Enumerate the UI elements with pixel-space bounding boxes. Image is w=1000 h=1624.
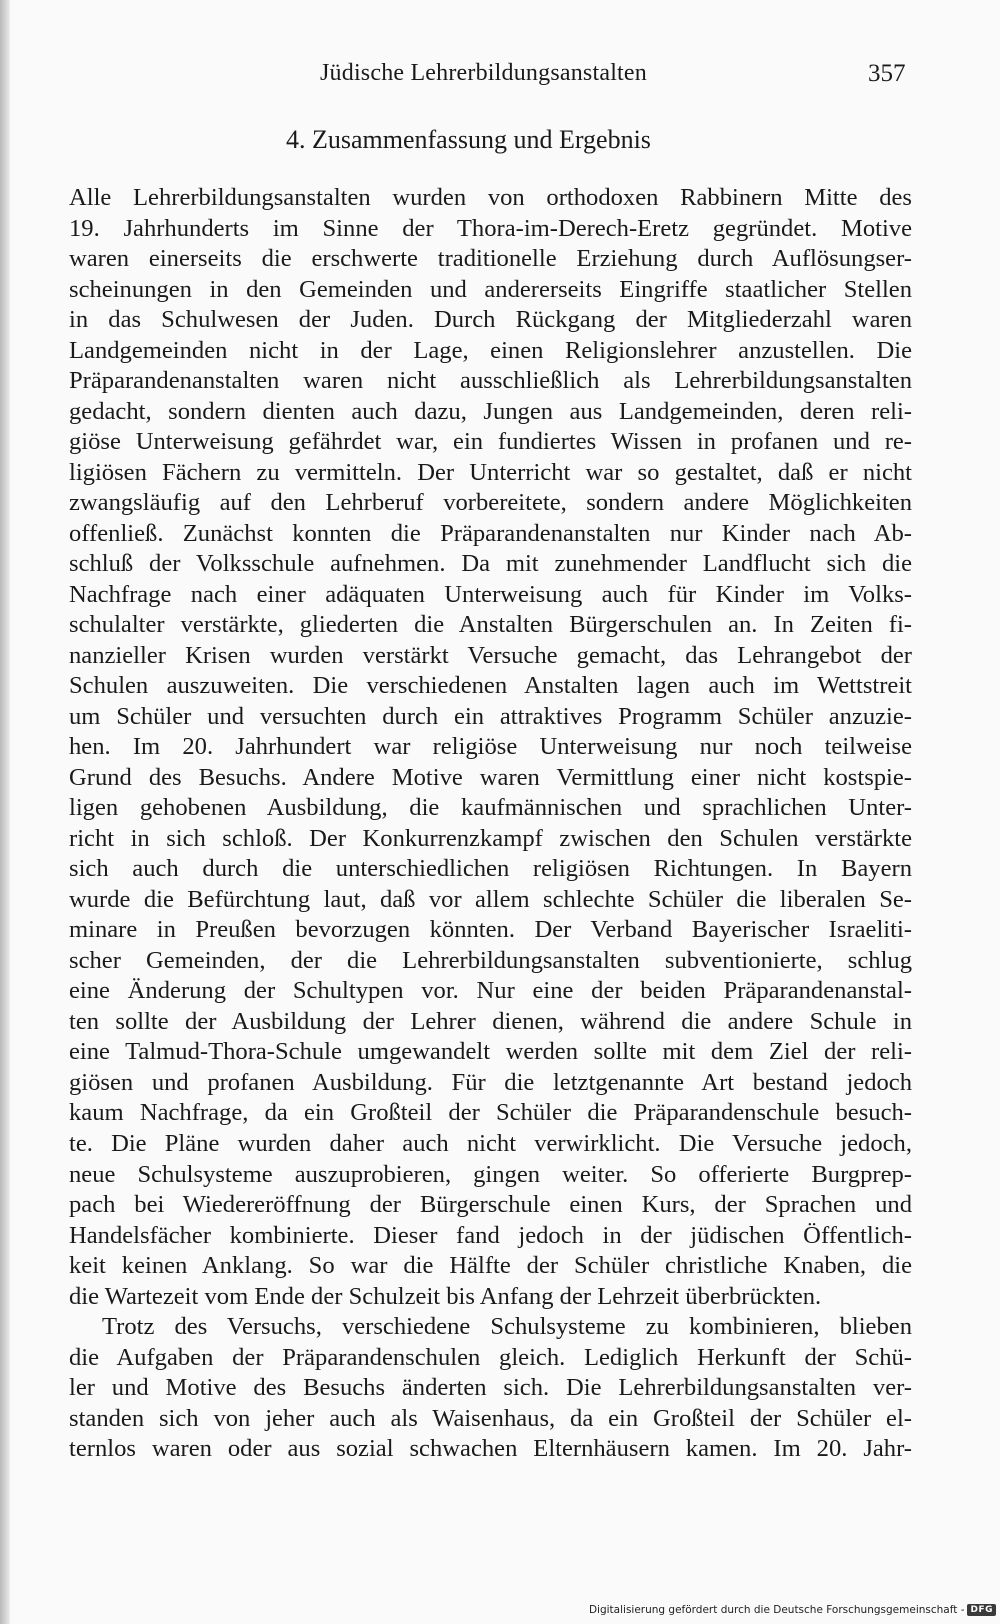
text-line: nanzieller Krisen wurden verstärkt Versuche gemacht, das Lehrangebot der	[69, 641, 912, 669]
text-line: Trotz des Versuchs, verschiedene Schulsysteme zu kombinieren, blieben	[102, 1313, 912, 1341]
footer-text: Digitalisierung gefördert durch die Deutsche Forschungsgemeinschaft -	[588, 1604, 965, 1616]
text-line: 19. Jahrhunderts im Sinne der Thora-im-Derech-Eretz gegründet. Motive	[69, 214, 912, 242]
text-line: Landgemeinden nicht in der Lage, einen Religionslehrer anzustellen. Die	[69, 336, 912, 364]
section-title: 4. Zusammenfassung und Ergebnis	[286, 125, 651, 154]
running-head: Jüdische Lehrerbildungsanstalten	[320, 60, 647, 86]
dfg-logo: DFG	[967, 1604, 996, 1616]
text-line: Nachfrage nach einer adäquaten Unterweisung auch für Kinder im Volks-	[69, 580, 912, 608]
text-line: richt in sich schloß. Der Konkurrenzkampf zwischen den Schulen verstärkte	[69, 824, 912, 852]
text-line: eine Talmud-Thora-Schule umgewandelt werden sollte mit dem Ziel der reli-	[69, 1038, 912, 1066]
text-line: um Schüler und versuchten durch ein attraktives Programm Schüler anzuzie-	[69, 702, 912, 730]
text-line: ligen gehobenen Ausbildung, die kaufmännischen und sprachlichen Unter-	[69, 794, 912, 822]
text-line: giösen und profanen Ausbildung. Für die letztgenannte Art bestand jedoch	[69, 1068, 912, 1096]
text-line: Handelsfächer kombinierte. Dieser fand jedoch in der jüdischen Öffentlich-	[69, 1221, 912, 1249]
text-line: minare in Preußen bevorzugen könnten. Der Verband Bayerischer Israeliti-	[69, 916, 912, 944]
text-line: Schulen auszuweiten. Die verschiedenen Anstalten lagen auch im Wettstreit	[69, 672, 912, 700]
text-line: gedacht, sondern dienten auch dazu, Jungen aus Landgemeinden, deren reli-	[69, 397, 912, 425]
body-text	[69, 183, 912, 1465]
text-line: eine Änderung der Schultypen vor. Nur eine der beiden Präparandenanstal-	[69, 977, 912, 1005]
text-line: Präparandenanstalten waren nicht ausschließlich als Lehrerbildungsanstalten	[69, 367, 912, 395]
text-line: die Aufgaben der Präparandenschulen gleich. Lediglich Herkunft der Schü-	[69, 1343, 912, 1371]
text-line: Grund des Besuchs. Andere Motive waren Vermittlung einer nicht kostspie-	[69, 763, 912, 791]
text-line: zwangsläufig auf den Lehrberuf vorbereitete, sondern andere Möglichkeiten	[69, 489, 912, 517]
text-line: scher Gemeinden, der die Lehrerbildungsanstalten subventionierte, schlug	[69, 946, 912, 974]
text-line: die Wartezeit vom Ende der Schulzeit bis Anfang der Lehrzeit überbrückten.	[69, 1282, 822, 1310]
text-line: kaum Nachfrage, da ein Großteil der Schüler die Präparandenschule besuch-	[69, 1099, 912, 1127]
text-line: Alle Lehrerbildungsanstalten wurden von orthodoxen Rabbinern Mitte des	[69, 184, 912, 211]
text-line: in das Schulwesen der Juden. Durch Rückgang der Mitgliederzahl waren	[69, 306, 912, 334]
text-line: hen. Im 20. Jahrhundert war religiöse Unterweisung nur noch teilweise	[69, 733, 912, 761]
text-line: waren einerseits die erschwerte traditionelle Erziehung durch Auflösungser-	[69, 245, 912, 273]
text-line: keit keinen Anklang. So war die Hälfte der Schüler christliche Knaben, die	[69, 1252, 912, 1280]
text-line: te. Die Pläne wurden daher auch nicht verwirklicht. Die Versuche jedoch,	[69, 1129, 912, 1157]
text-line: neue Schulsysteme auszuprobieren, gingen weiter. So offerierte Burgprep-	[69, 1160, 912, 1188]
text-line: schluß der Volksschule aufnehmen. Da mit zunehmender Landflucht sich die	[69, 550, 912, 578]
text-line: scheinungen in den Gemeinden und andererseits Eingriffe staatlicher Stellen	[69, 275, 912, 303]
digitization-footer	[589, 1604, 996, 1616]
page-number: 357	[868, 60, 906, 87]
text-line: sich auch durch die unterschiedlichen religiösen Richtungen. In Bayern	[69, 855, 912, 883]
text-line: ler und Motive des Besuchs änderten sich. Die Lehrerbildungsanstalten ver-	[69, 1374, 912, 1402]
text-line: ten sollte der Ausbildung der Lehrer dienen, während die andere Schule in	[69, 1007, 912, 1035]
text-line: standen sich von jeher auch als Waisenhaus, da ein Großteil der Schüler el-	[69, 1404, 912, 1432]
text-line: wurde die Befürchtung laut, daß vor allem schlechte Schüler die liberalen Se-	[69, 885, 912, 913]
text-line: ligiösen Fächern zu vermitteln. Der Unterricht war so gestaltet, daß er nicht	[69, 458, 912, 486]
text-line: offenließ. Zunächst konnten die Präparandenanstalten nur Kinder nach Ab-	[69, 519, 912, 547]
text-line: schulalter verstärkte, gliederten die Anstalten Bürgerschulen an. In Zeiten fi-	[69, 611, 912, 639]
text-line: ternlos waren oder aus sozial schwachen Elternhäusern kamen. Im 20. Jahr-	[69, 1435, 912, 1463]
text-line: pach bei Wiedereröffnung der Bürgerschule einen Kurs, der Sprachen und	[69, 1191, 912, 1219]
page-edge-shadow	[0, 0, 10, 1624]
text-line: giöse Unterweisung gefährdet war, ein fundiertes Wissen in profanen und re-	[69, 428, 912, 456]
